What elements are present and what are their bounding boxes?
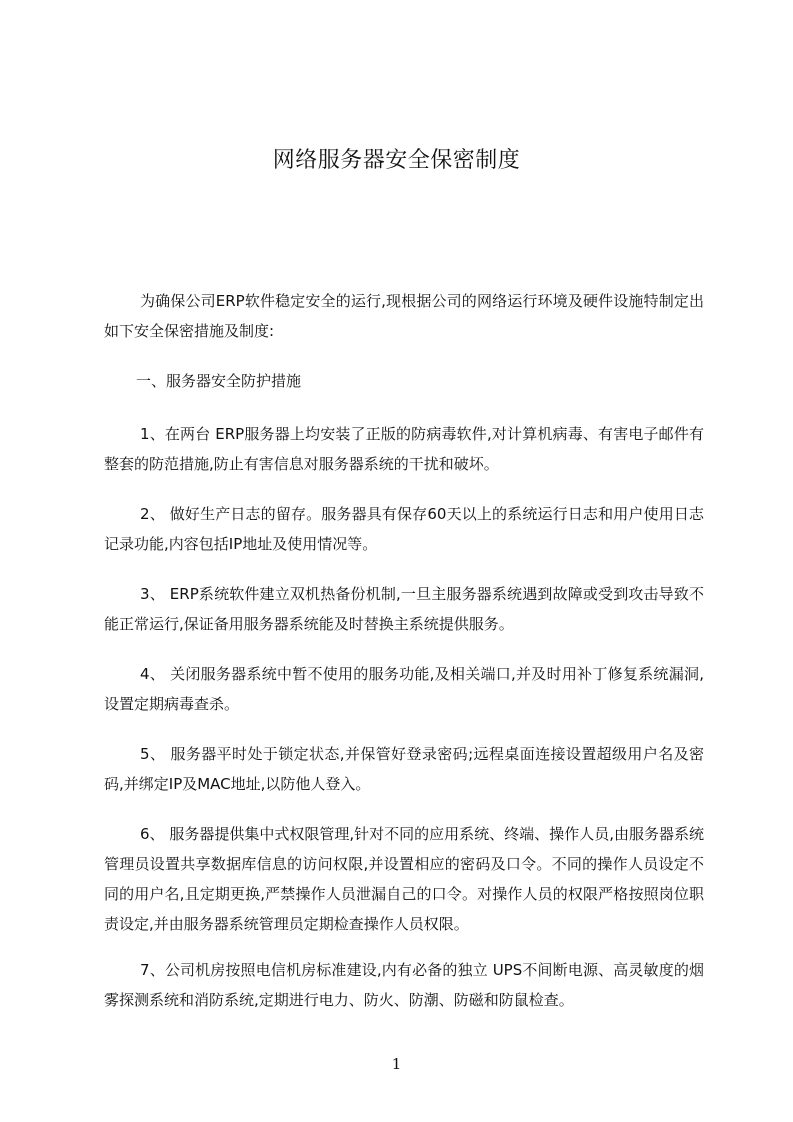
list-item-1: 1、在两台 ERP服务器上均安装了正版的防病毒软件,对计算机病毒、有害电子邮件有整套的防范措施,防止有害信息对服务器系统的干扰和破坏。	[104, 425, 704, 473]
page-number: 1	[391, 1055, 402, 1073]
list-item-7: 7、公司机房按照电信机房标准建设,内有必备的独立 UPS不间断电源、高灵敏度的烟雾探测系统和消防系统,定期进行电力、防火、防潮、防磁和防鼠检查。	[104, 961, 704, 1009]
list-item-6: 6、 服务器提供集中式权限管理,针对不同的应用系统、终端、操作人员,由服务器系统管理员设置共享数据库信息的访问权限,并设置相应的密码及口令。不同的操作人员设定不同的用户名,且定期更换,严禁操作人员泄漏自己的口令。对操作人员的权限严格按照岗位职责设定,并由服务器系统管理员定期检查操作人员权限。	[104, 825, 704, 933]
list-item-4: 4、 关闭服务器系统中暂不使用的服务功能,及相关端口,并及时用补丁修复系统漏洞,设置定期病毒查杀。	[104, 665, 704, 713]
document-title: 网络服务器安全保密制度	[272, 148, 521, 173]
section-heading: 一、服务器安全防护措施	[136, 372, 302, 390]
intro-paragraph: 为确保公司ERP软件稳定安全的运行,现根据公司的网络运行环境及硬件设施特制定出如下安全保密措施及制度:	[104, 292, 704, 340]
list-item-3: 3、 ERP系统软件建立双机热备份机制,一旦主服务器系统遇到故障或受到攻击导致不能正常运行,保证备用服务器系统能及时替换主系统提供服务。	[104, 585, 704, 633]
list-item-5: 5、 服务器平时处于锁定状态,并保管好登录密码;远程桌面连接设置超级用户名及密码,并绑定IP及MAC地址,以防他人登入。	[104, 745, 704, 793]
list-item-2: 2、 做好生产日志的留存。服务器具有保存60天以上的系统运行日志和用户使用日志记录功能,内容包括IP地址及使用情况等。	[104, 505, 704, 553]
